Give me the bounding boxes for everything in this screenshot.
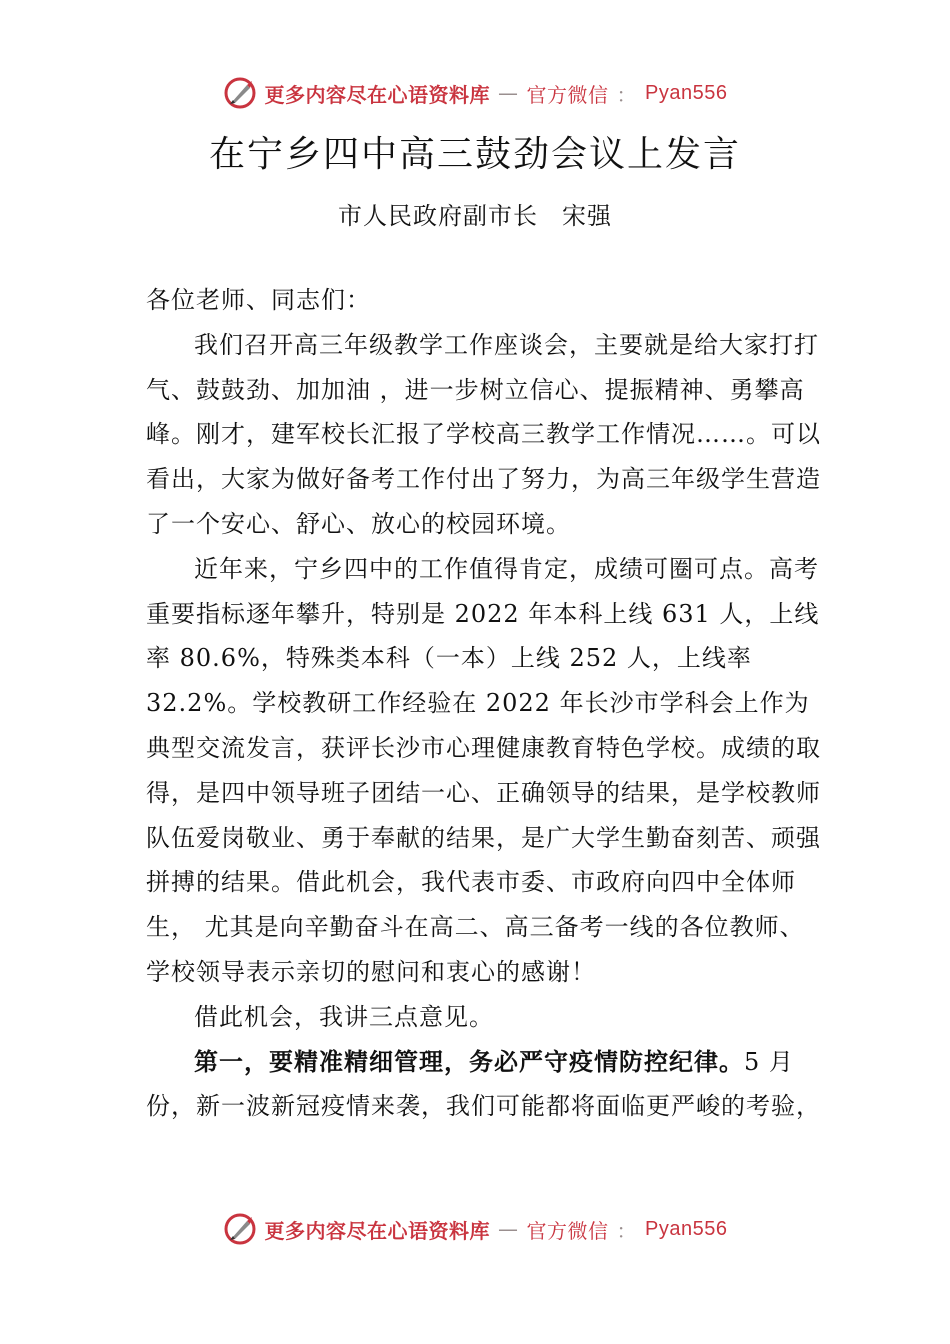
paragraph-2: 近年来，宁乡四中的工作值得肯定，成绩可圈可点。高考重要指标逐年攀升，特别是 2022 年本科上线 631 人，上线率 80.6%，特殊类本科（一本）上线 252 人，上线率32.2%。学校教研工作经验在 2022 年长沙市学科会上作为典型交流发言，获评长沙市心理健康教育特色学校。成绩的取得，是四中领导班子团结一心、正确领导的结果，是学校教师队伍爱岗敬业、勇于奉献的结果，是广大学生勤奋刻苦、顽强拼搏的结果。借此机会，我代表市委、市政府向四中全体师生， 尤其是向辛勤奋斗在高二、高三备考一线的各位教师、学校领导表示亲切的慰问和衷心的感谢！ [146, 554, 821, 986]
banner-wechat-label: 官方微信 [526, 82, 609, 107]
quill-pen-logo-icon [223, 76, 257, 110]
banner-main-text: 更多内容尽在心语资料库 [264, 1218, 491, 1243]
banner-separator: — [498, 1217, 519, 1241]
page-title: 在宁乡四中高三鼓劲会议上发言 [208, 134, 741, 175]
paragraph-4-heading: 第一，要精准精细管理，务必严守疫情防控纪律。 [194, 1047, 744, 1076]
paragraph-4 [146, 1040, 822, 1130]
banner-wechat-label: 官方微信 [526, 1218, 609, 1243]
quill-pen-logo-icon [223, 1212, 257, 1246]
byline-role: 市人民政府副市长 [338, 202, 538, 230]
banner-wechat-id: Pyan556 [645, 81, 728, 104]
paragraph-1: 我们召开高三年级教学工作座谈会，主要就是给大家打打气、鼓鼓劲、加加油 ，进一步树立信心、提振精神、勇攀高峰。刚才，建军校长汇报了学校高三教学工作情况……。可以看出，大家为做好备考工作付出了努力，为高三年级学生营造了一个安心、舒心、放心的校园环境。 [146, 330, 821, 538]
footer-banner [0, 1212, 950, 1246]
paragraph-3: 借此机会，我讲三点意见。 [194, 1002, 494, 1031]
banner-separator: — [498, 81, 519, 105]
paragraph-4-text: 5 月份，新一波新冠疫情来袭，我们可能都将面临更严峻的考验， [146, 1047, 821, 1121]
header-banner [0, 76, 950, 110]
byline [0, 196, 950, 231]
byline-name: 宋强 [562, 202, 612, 230]
banner-main-text: 更多内容尽在心语资料库 [264, 82, 491, 107]
banner-colon: ： [616, 1218, 638, 1243]
banner-wechat-id: Pyan556 [645, 1217, 728, 1240]
salutation: 各位老师、同志们： [146, 286, 371, 314]
document-body [146, 278, 822, 1129]
banner-colon: ： [616, 82, 638, 107]
